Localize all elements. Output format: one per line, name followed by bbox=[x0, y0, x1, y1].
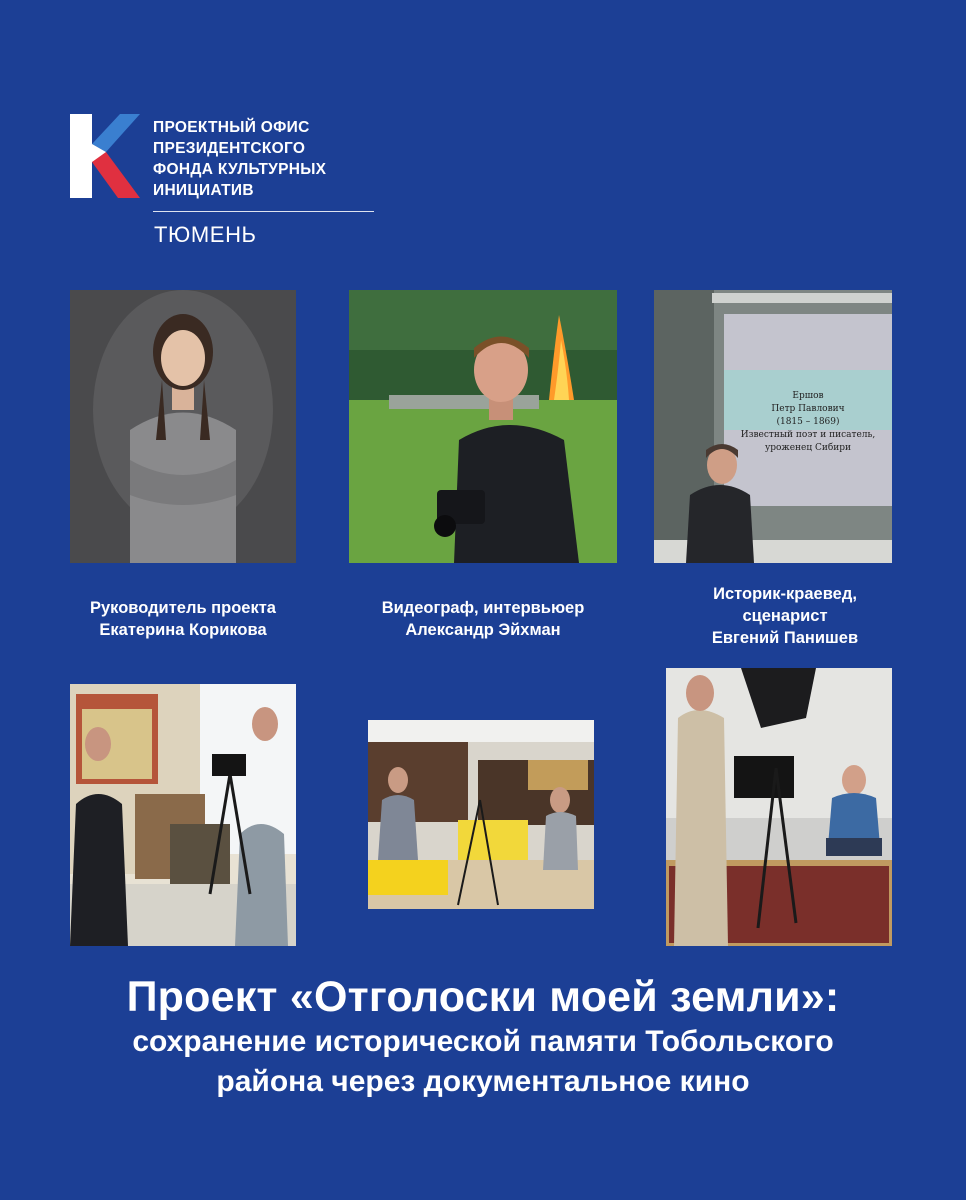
caption-role-2: сценарист bbox=[742, 607, 828, 625]
slide-line-1: Ершов bbox=[792, 391, 824, 401]
subtitle-line-2: района через документальное кино bbox=[216, 1065, 750, 1098]
caption-role: Видеограф, интервьюер bbox=[381, 599, 585, 617]
photo-videographer bbox=[349, 290, 617, 563]
header-divider bbox=[153, 211, 374, 212]
caption-name: Александр Эйхман bbox=[405, 621, 561, 639]
photo-project-leader bbox=[70, 290, 296, 563]
slide-line-4: Известный поэт и писатель, bbox=[740, 430, 876, 440]
city-label: ТЮМЕНЬ bbox=[154, 222, 257, 247]
caption-name: Евгений Панишев bbox=[711, 629, 859, 647]
caption-historian bbox=[660, 583, 910, 649]
slide-line-5: уроженец Сибири bbox=[764, 443, 852, 453]
caption-role: Историк-краевед, bbox=[713, 585, 857, 603]
slide-line-2: Петр Павлович bbox=[771, 404, 845, 414]
page-title: Проект «Отголоски моей земли»: bbox=[126, 973, 840, 1021]
photo-filming-classroom bbox=[70, 684, 296, 946]
caption-project-leader bbox=[58, 597, 308, 641]
photo-library-interview bbox=[368, 720, 594, 909]
organization-name: ПРОЕКТНЫЙ ОФИС ПРЕЗИДЕНТСКОГО ФОНДА КУЛЬТУРНЫХ ИНИЦИАТИВ bbox=[153, 119, 327, 199]
page-subtitle bbox=[0, 1022, 966, 1102]
subtitle-line-1: сохранение исторической памяти Тобольского bbox=[132, 1025, 834, 1058]
photo-studio-interview bbox=[666, 668, 892, 946]
pfki-logo-icon bbox=[70, 114, 140, 198]
caption-name: Екатерина Корикова bbox=[99, 621, 267, 639]
caption-role: Руководитель проекта bbox=[90, 599, 276, 617]
presentation-slide bbox=[724, 390, 892, 455]
caption-videographer bbox=[343, 597, 623, 641]
photo-historian bbox=[654, 290, 892, 563]
slide-line-3: (1815 – 1869) bbox=[776, 417, 840, 427]
